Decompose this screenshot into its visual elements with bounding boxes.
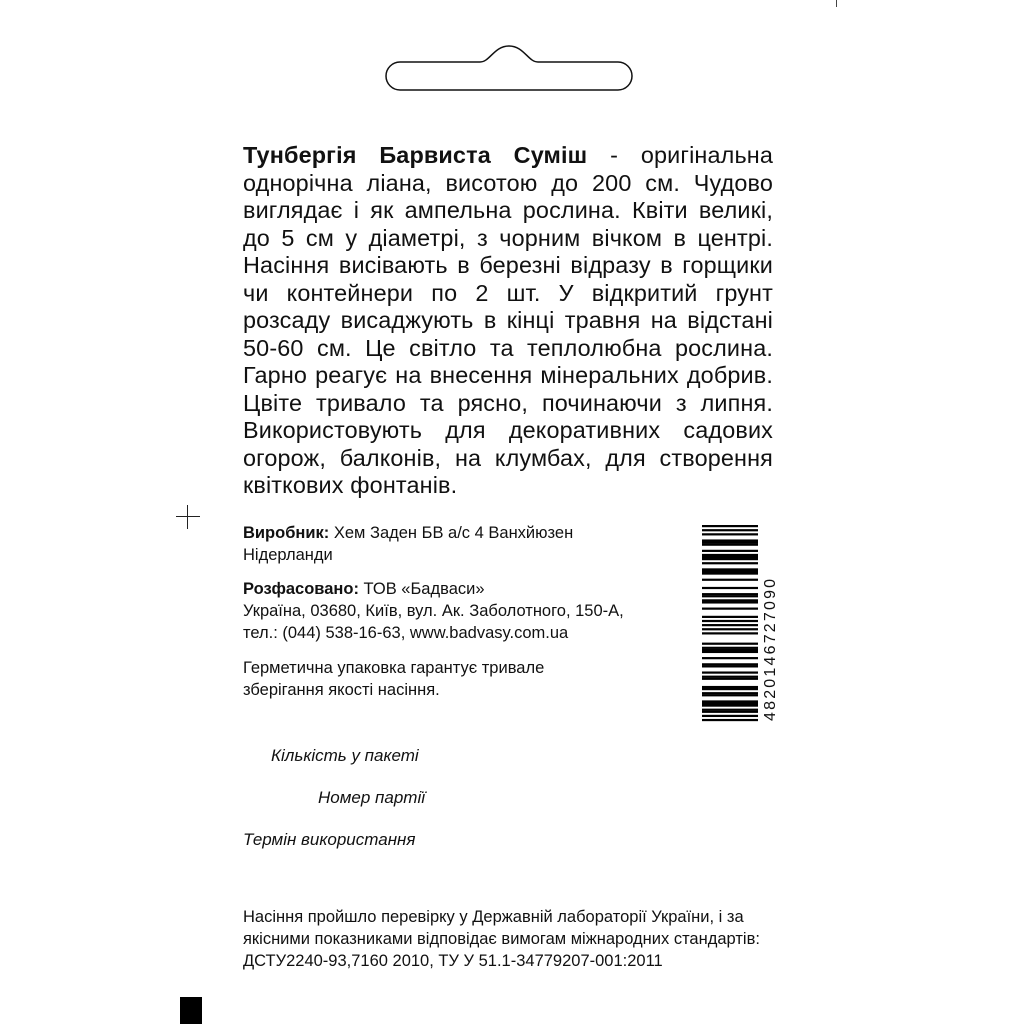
product-description [243,142,773,500]
barcode-bar [702,620,758,622]
barcode-bar [702,587,758,589]
barcode-bar [702,593,758,595]
barcode-bar [702,665,758,667]
barcode-bar [702,556,758,558]
barcode-bar [702,709,758,711]
barcode-bar [702,704,758,706]
barcode-bar [702,542,758,544]
barcode [700,525,779,725]
registration-cross-mark [176,505,200,529]
barcode-bar [702,544,758,546]
barcode-bar [702,579,758,581]
barcode-bars [700,525,760,725]
barcode-bar [702,711,758,713]
packer-label: Розфасовано: [243,580,359,598]
barcode-bar [702,678,758,680]
barcode-bar [702,554,758,556]
manufacturer-country: Нідерланди [243,546,333,564]
barcode-bar [702,601,758,603]
manufacturer-block [243,522,683,566]
barcode-bar [702,676,758,678]
barcode-bar [702,525,758,527]
barcode-bar [702,595,758,597]
barcode-bar [702,616,758,618]
packaging-note-line: Герметична упаковка гарантує тривале [243,659,545,677]
manufacturer-label: Виробник: [243,524,330,542]
barcode-bar [702,628,758,630]
barcode-bar [702,608,758,610]
barcode-bar [702,702,758,704]
packer-block [243,578,683,644]
barcode-bar [702,715,758,717]
packer-contacts: тел.: (044) 538-16-63, www.badvasy.com.ua [243,624,569,642]
barcode-bar [702,572,758,574]
product-title: Тунбергія Барвиста Суміш [243,142,588,168]
barcode-bar [702,624,758,626]
barcode-bar [702,663,758,665]
barcode-bar [702,692,758,694]
packaging-note-line: зберігання якості насіння. [243,681,440,699]
barcode-bar [702,694,758,696]
certificate-line: якісними показниками відповідає вимогам міжнародних стандартів: [243,930,760,948]
barcode-bar [702,570,758,572]
certificate-block [243,906,803,972]
barcode-bar [702,657,758,659]
certificate-line: ДСТУ2240-93,7160 2010, ТУ У 51.1-34779207-001:2011 [243,952,663,970]
product-description-body: - оригінальна однорічна ліана, висотою до 200 см. Чудово виглядає і як ампельна рослина. Квіти великі, до 5 см у діаметрі, з чорним вічком в центрі. Насіння висівають в березні відразу в горщики чи контейнери по 2 шт. У відкритий грунт розсаду висаджують в кінці травня на відстані 50-60 см. Це світло та теплолюбна рослина. Гарно реагує на внесення мінеральних добрив. Цвіте тривало та рясно, починаючи з липня. Використовують для декоративних садових огорож, балконів, на клумбах, для створення квіткових фонтанів. [243,142,774,498]
barcode-digits: 4820146727090 [762,576,779,721]
packaging-note [243,657,683,701]
barcode-bar [702,649,758,651]
barcode-bar [702,700,758,702]
packer-address: Україна, 03680, Київ, вул. Ак. Заболотного, 150-А, [243,602,624,620]
barcode-bar [702,647,758,649]
certificate-line: Насіння пройшло перевірку у Державній лабораторії України, і за [243,908,744,926]
barcode-bar [702,686,758,688]
manufacturer-name: Хем Заден БВ а/с 4 Ванхйюзен [329,524,574,542]
barcode-bar [702,688,758,690]
barcode-bar [702,550,758,552]
barcode-bar [702,539,758,541]
barcode-bar [702,719,758,721]
barcode-bar [702,651,758,653]
barcode-bar [702,568,758,570]
barcode-bar [702,558,758,560]
batch-field-label: Номер партії [318,788,425,807]
barcode-bar [702,632,758,634]
barcode-bar [702,529,758,531]
packer-name: ТОВ «Бадваси» [358,580,485,598]
barcode-bar [702,643,758,645]
barcode-bar [702,562,758,564]
barcode-bar [702,533,758,535]
expiry-field-label: Термін використання [243,830,416,849]
quantity-field-label: Кількість у пакеті [271,746,419,765]
hang-hole-outline [380,44,638,92]
crop-mark [836,0,837,7]
barcode-bar [702,599,758,601]
barcode-bar [702,671,758,673]
print-mark-square [180,997,202,1024]
